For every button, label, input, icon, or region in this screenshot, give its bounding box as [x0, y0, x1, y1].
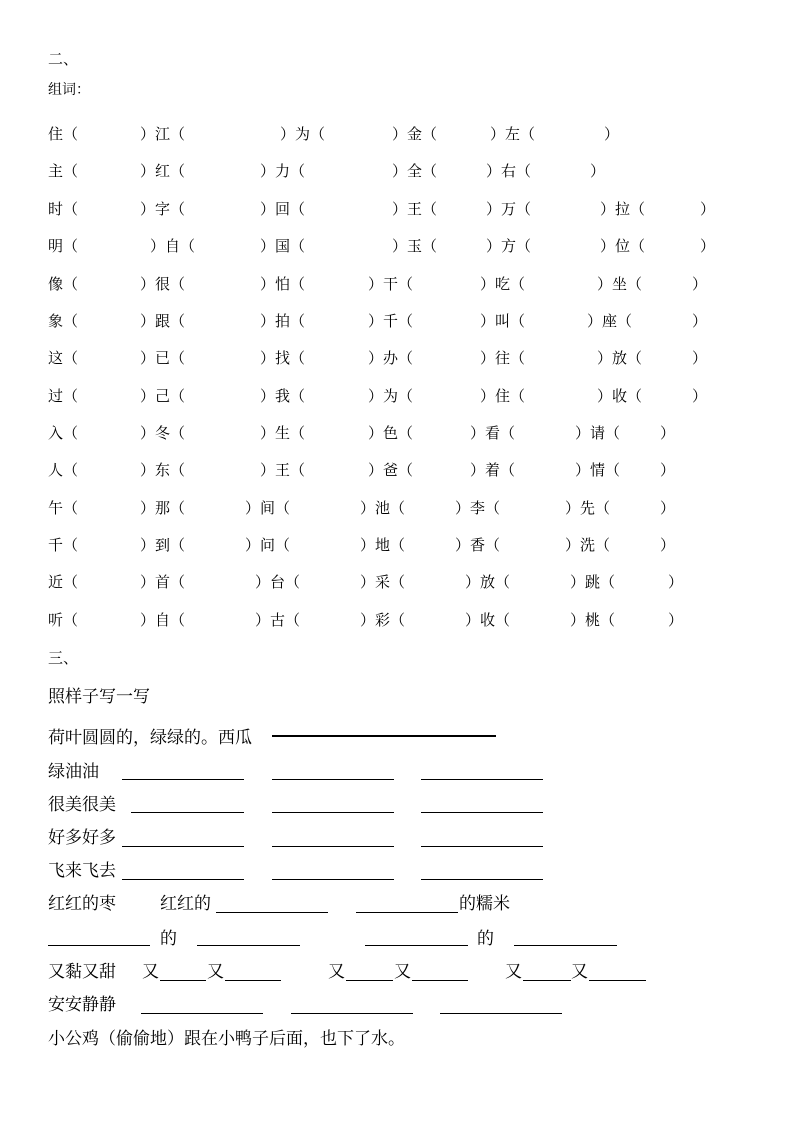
answer-line[interactable]	[48, 945, 150, 946]
example-sentence: 荷叶圆圆的，绿绿的。西瓜	[48, 728, 252, 748]
grid-char-cell: ）池（	[360, 499, 406, 517]
grid-char-cell: ）位（	[600, 237, 646, 255]
grid-char-cell: ）放（	[597, 349, 643, 367]
pattern-text-denuomi: 的糯米	[459, 894, 510, 914]
grid-close-paren: ）	[604, 125, 620, 143]
pattern-text-you: 又	[142, 962, 159, 982]
pattern-text-you: 又	[328, 962, 345, 982]
grid-char-cell: ）玉（	[392, 237, 438, 255]
pattern-label-lvyouyou: 绿油油	[48, 762, 99, 782]
grid-char-cell: ）生（	[260, 424, 306, 442]
grid-char-cell: ）地（	[360, 536, 406, 554]
grid-char-cell: ）坐（	[597, 275, 643, 293]
grid-char-cell: ）回（	[260, 200, 306, 218]
grid-char-cell: ）办（	[368, 349, 414, 367]
grid-char-cell: 入（	[48, 424, 79, 442]
grid-char-cell: 千（	[48, 536, 79, 554]
grid-char-cell: ）拍（	[260, 312, 306, 330]
grid-char-cell: ）叫（	[480, 312, 526, 330]
grid-char-cell: ）王（	[392, 200, 438, 218]
grid-close-paren: ）	[668, 573, 684, 591]
answer-line[interactable]	[291, 1013, 413, 1014]
grid-char-cell: ）字（	[140, 200, 186, 218]
answer-line[interactable]	[160, 980, 206, 981]
grid-close-paren: ）	[590, 162, 606, 180]
grid-char-cell: ）自（	[140, 611, 186, 629]
grid-char-cell: ）台（	[255, 573, 301, 591]
grid-char-cell: ）情（	[575, 461, 621, 479]
answer-line[interactable]	[440, 1013, 562, 1014]
grid-char-cell: ）国（	[260, 237, 306, 255]
pattern-text-de: 的	[477, 929, 494, 949]
grid-close-paren: ）	[700, 237, 716, 255]
answer-line[interactable]	[272, 779, 394, 780]
grid-char-cell: 时（	[48, 200, 79, 218]
grid-char-cell: ）洗（	[565, 536, 611, 554]
grid-char-cell: ）吃（	[480, 275, 526, 293]
grid-char-cell: ）住（	[480, 387, 526, 405]
answer-line[interactable]	[421, 846, 543, 847]
grid-char-cell: ）拉（	[600, 200, 646, 218]
grid-char-cell: ）请（	[575, 424, 621, 442]
final-sentence: 小公鸡（偷偷地）跟在小鸭子后面，也下了水。	[48, 1029, 405, 1049]
section-3-number: 三、	[48, 649, 79, 667]
grid-char-cell: ）看（	[470, 424, 516, 442]
grid-char-cell: ）王（	[260, 461, 306, 479]
grid-char-cell: ）往（	[480, 349, 526, 367]
grid-char-cell: ）间（	[245, 499, 291, 517]
grid-close-paren: ）	[700, 200, 716, 218]
grid-char-cell: ）江（	[140, 125, 186, 143]
grid-char-cell: ）干（	[368, 275, 414, 293]
grid-char-cell: 听（	[48, 611, 79, 629]
answer-line[interactable]	[346, 980, 393, 981]
grid-char-cell: ）李（	[455, 499, 501, 517]
grid-char-cell: ）着（	[470, 461, 516, 479]
grid-char-cell: 明（	[48, 237, 79, 255]
grid-char-cell: ）收（	[597, 387, 643, 405]
pattern-text-you: 又	[571, 962, 588, 982]
pattern-label-feilai: 飞来飞去	[48, 861, 116, 881]
grid-char-cell: ）怕（	[260, 275, 306, 293]
pattern-text-honghongde: 红红的	[160, 894, 211, 914]
pattern-label-henmei: 很美很美	[48, 795, 116, 815]
grid-char-cell: ）爸（	[368, 461, 414, 479]
grid-char-cell: ）先（	[565, 499, 611, 517]
grid-char-cell: 住（	[48, 125, 79, 143]
grid-close-paren: ）	[668, 611, 684, 629]
grid-close-paren: ）	[692, 387, 708, 405]
grid-char-cell: ）座（	[587, 312, 633, 330]
grid-char-cell: ）跳（	[570, 573, 616, 591]
grid-char-cell: ）香（	[455, 536, 501, 554]
pattern-text-you: 又	[505, 962, 522, 982]
grid-char-cell: ）桃（	[570, 611, 616, 629]
pattern-label-dates: 红红的枣	[48, 894, 116, 914]
answer-line[interactable]	[197, 945, 300, 946]
grid-char-cell: 这（	[48, 349, 79, 367]
pattern-text-you: 又	[394, 962, 411, 982]
grid-char-cell: ）首（	[140, 573, 186, 591]
grid-char-cell: ）到（	[140, 536, 186, 554]
grid-close-paren: ）	[660, 536, 676, 554]
answer-line[interactable]	[523, 980, 571, 981]
answer-line[interactable]	[272, 735, 496, 737]
grid-char-cell: ）力（	[260, 162, 306, 180]
grid-char-cell: 象（	[48, 312, 79, 330]
grid-char-cell: ）左（	[490, 125, 536, 143]
grid-char-cell: ）放（	[465, 573, 511, 591]
answer-line[interactable]	[421, 812, 543, 813]
grid-close-paren: ）	[692, 349, 708, 367]
grid-char-cell: 午（	[48, 499, 79, 517]
grid-char-cell: ）红（	[140, 162, 186, 180]
grid-char-cell: ）自（	[150, 237, 196, 255]
answer-line[interactable]	[131, 812, 244, 813]
answer-line[interactable]	[412, 980, 468, 981]
grid-close-paren: ）	[660, 461, 676, 479]
grid-char-cell: ）冬（	[140, 424, 186, 442]
answer-line[interactable]	[141, 1013, 263, 1014]
grid-char-cell: ）问（	[245, 536, 291, 554]
grid-char-cell: ）收（	[465, 611, 511, 629]
grid-char-cell: ）采（	[360, 573, 406, 591]
grid-char-cell: ）方（	[486, 237, 532, 255]
answer-line[interactable]	[225, 980, 281, 981]
grid-char-cell: 主（	[48, 162, 79, 180]
grid-char-cell: ）万（	[486, 200, 532, 218]
pattern-text-you: 又	[207, 962, 224, 982]
grid-char-cell: 过（	[48, 387, 79, 405]
grid-char-cell: ）右（	[486, 162, 532, 180]
grid-close-paren: ）	[692, 312, 708, 330]
grid-char-cell: ）跟（	[140, 312, 186, 330]
answer-line[interactable]	[421, 779, 543, 780]
grid-char-cell: ）那（	[140, 499, 186, 517]
answer-line[interactable]	[216, 912, 328, 913]
section-2-instruction: 组词：	[48, 82, 90, 98]
grid-char-cell: 像（	[48, 275, 79, 293]
pattern-label-haoduo: 好多好多	[48, 828, 116, 848]
grid-char-cell: ）东（	[140, 461, 186, 479]
grid-char-cell: ）己（	[140, 387, 186, 405]
grid-char-cell: ）为（	[368, 387, 414, 405]
answer-line[interactable]	[421, 879, 543, 880]
answer-line[interactable]	[589, 980, 646, 981]
grid-close-paren: ）	[692, 275, 708, 293]
section-2-number: 二、	[48, 50, 79, 68]
grid-close-paren: ）	[660, 499, 676, 517]
answer-line[interactable]	[365, 945, 468, 946]
grid-char-cell: ）我（	[260, 387, 306, 405]
grid-char-cell: ）很（	[140, 275, 186, 293]
pattern-label-sticky: 又黏又甜	[48, 962, 116, 982]
grid-char-cell: ）彩（	[360, 611, 406, 629]
grid-char-cell: ）千（	[368, 312, 414, 330]
grid-char-cell: 人（	[48, 461, 79, 479]
answer-line[interactable]	[122, 779, 244, 780]
pattern-label-quiet: 安安静静	[48, 995, 116, 1015]
grid-char-cell: ）古（	[255, 611, 301, 629]
grid-close-paren: ）	[660, 424, 676, 442]
answer-line[interactable]	[272, 812, 394, 813]
grid-char-cell: ）找（	[260, 349, 306, 367]
answer-line[interactable]	[356, 912, 458, 913]
answer-line[interactable]	[272, 846, 394, 847]
grid-char-cell: ）全（	[392, 162, 438, 180]
grid-char-cell: ）已（	[140, 349, 186, 367]
grid-char-cell: 近（	[48, 573, 79, 591]
pattern-text-de: 的	[160, 929, 177, 949]
answer-line[interactable]	[122, 846, 244, 847]
answer-line[interactable]	[272, 879, 394, 880]
answer-line[interactable]	[122, 879, 244, 880]
grid-char-cell: ）金（	[392, 125, 438, 143]
section-3-instruction: 照样子写一写	[48, 687, 150, 707]
answer-line[interactable]	[514, 945, 617, 946]
grid-char-cell: ）色（	[368, 424, 414, 442]
grid-char-cell: ）为（	[280, 125, 326, 143]
